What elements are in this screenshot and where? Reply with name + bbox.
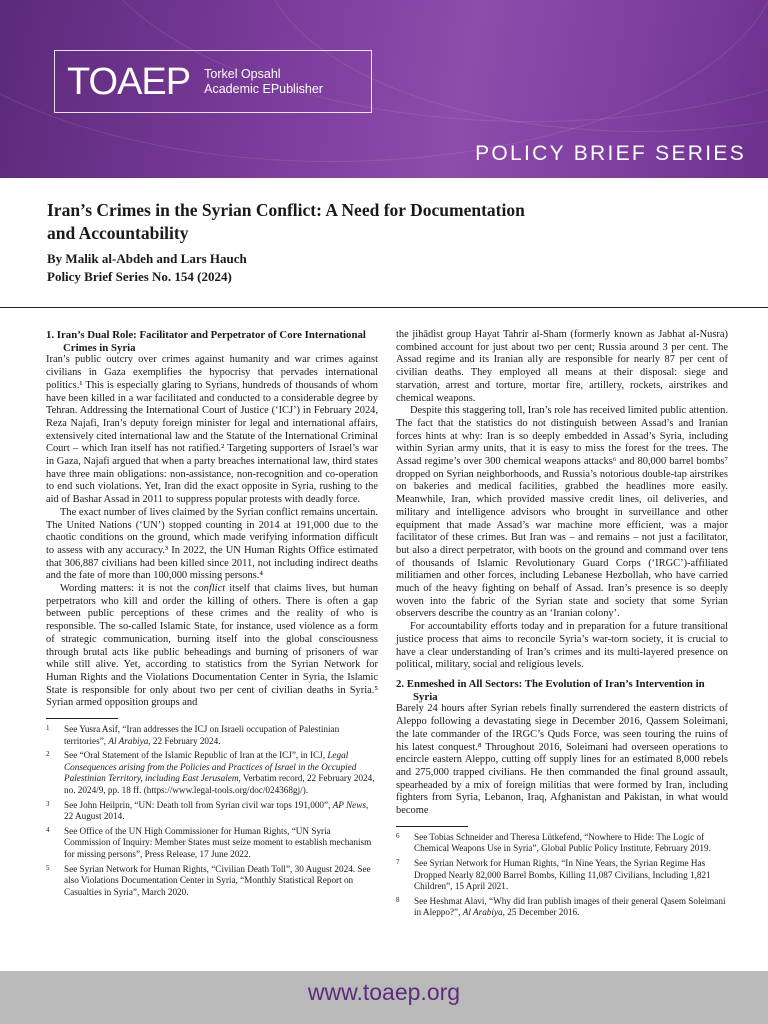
section-heading-2: 2. Enmeshed in All Sectors: The Evolution of Iran’s Intervention in Syria [396,677,705,703]
footnote: 2 See “Oral Statement of the Islamic Republic of Iran at the ICJ”, in ICJ, Legal Consequences arising from the Policies and Practices of Israel in the Occupied Palestinian Territory, including East Jerusalem, Verbatim record, 22 February 2024, no. 2024/9, pp. 18 ff. (https://www.legal-tools.org/doc/024368gj/). [46,750,375,796]
footnote-number: 4 [46,825,50,834]
authors: By Malik al-Abdeh and Lars Hauch [47,251,247,266]
paragraph: Iran’s public outcry over crimes against humanity and war crimes against civilians in Gaza exemplifies the hypocrisy that pervades international politics.¹ This is especially glaring to Syrians, hundreds of thousands of whom have been killed in a war facilitated and conducted to a considerable degree by Tehran. Addressing the International Court of Justice (‘ICJ’) in February 2024, Reza Najafi, Iran’s deputy foreign minister for legal and international affairs, extensively cited international law and the Statute of the International Criminal Court – which Iran itself has not ratified.² Targeting supporters of Israel’s war in Gaza, Najafi argued that when a party breaches international law, third states have three main obligations: non-assistance, non-recognition and co-operation to end such violations. Yet, Iran did the exact opposite in Syria, rushing to the aid of Bashar Assad in 2011 to suppress popular protests with deadly force. [46,354,378,506]
paragraph: the jihādist group Hayat Tahrir al-Sham (formerly known as Jabhat al-Nusra) combined account for just about two per cent; Russia around 3 per cent. The Assad regime and its Iranian ally are responsible for nearly 87 per cent of civilian deaths. They employed all means at their disposal: siege and starvation, arrest and torture, mortar fire, artillery, rockets, airstrikes and chemical weapons. [396,329,728,404]
publisher-logo[interactable] [54,50,372,113]
section-heading-1: 1. Iran’s Dual Role: Facilitator and Perpetrator of Core International Crimes in Syria [46,329,366,354]
footnote-number: 6 [396,831,400,840]
emphasis: AP News [332,799,366,810]
footnote: 1 See Yusra Asif, “Iran addresses the ICJ on Israeli occupation of Palestinian territories”, Al Arabiya, 22 February 2024. [46,724,340,746]
paragraph: Despite this staggering toll, Iran’s role has received limited public attention. The fact that the statistics do not distinguish between Assad’s and Iranian forces hints at why: Iran is so deeply embedded in Assad’s Syria, including within Syrian army units, that it is easy to miss the forest for the trees. The Assad regime’s over 300 chemical weapons attacks⁶ and 80,000 barrel bombs⁷ dropped on Syrian neighborhoods, and Russia’s notorious double-tap airstrikes on bakeries and medical facilities, grabbed the headlines more easily. Meanwhile, Iran, which provided massive credit lines, oil deliveries, and military and intelligence advisors who brought in surveillance and other equipment that made Assad’s war machine more efficient, was a major facilitator of these crimes. But Iran was – and remains – not just a facilitator, but also a direct perpetrator, with boots on the ground and command over tens of thousands of Islamic Revolutionary Guard Corps (‘IRGC’)-affiliated militiamen and other forces, including Lebanese Hezbollah, who have carried much of the heavy fighting on behalf of Assad. Iran’s presence is so deeply woven into the fabric of the Syrian state and society that some Syrian observers describe the country as an ‘Iranian colony’. [396,405,728,620]
right-column [396,329,728,922]
publisher-line-1: Torkel Opsahl [204,66,281,81]
divider [0,307,768,308]
logo-wordmark: TOAEP [67,60,191,103]
footnote: 6 See Tobias Schneider and Theresa Lütkefend, “Nowhere to Hide: The Logic of Chemical Weapons Use in Syria”, Global Public Policy Institute, February 2019. [396,831,711,854]
footer [0,971,768,1024]
header-banner [0,0,768,178]
footnote: 3 See John Heilprin, “UN: Death toll from Syrian civil war tops 191,000”, AP News, 22 August 2014. [46,799,369,822]
title-line-2: and Accountability [47,223,189,243]
text-run: Wording matters: it is not the [60,583,194,595]
emphasis: Al Arabiya [108,735,149,746]
publisher-name [204,67,323,97]
document-title [47,199,727,245]
footnotes [46,724,378,898]
emphasis: Al Arabiya [462,907,503,918]
footnote-number: 8 [396,895,400,904]
paragraph: Barely 24 hours after Syrian rebels finally surrendered the eastern districts of Aleppo following a devastating siege in December 2016, Qassem Soleimani, the late commander of the IRGC’s Quds Force, was seen touring the ruins of his latest conquest.⁸ Throughout 2016, Soleimani had overseen operations to encircle eastern Aleppo, cutting off supply lines for an estimated 8,000 rebels and 275,000 trapped civilians. He then commanded the final ground assault, spearheaded by a mix of foreign militias that were formed by Iran, including fighters from Syria, Lebanon, Iraq, Afghanistan and Pakistan, in what would become [396,703,728,817]
footnote: 8 See Heshmat Alavi, “Why did Iran publish images of their general Qasem Soleimani in Aleppo?”, Al Arabiya, 25 December 2016. [396,895,726,918]
footnote-number: 7 [396,857,400,866]
series-label: POLICY BRIEF SERIES [475,142,746,165]
paragraph [46,583,378,710]
title-block [47,199,727,286]
footnote: 7 See Syrian Network for Human Rights, “In Nine Years, the Syrian Regime Has Dropped Nearly 82,000 Barrel Bombs, Killing 11,087 Civilians, Including 1,821 Children”, 15 April 2021. [396,857,711,892]
paragraph: For accountability efforts today and in preparation for a future transitional justice process that aims to reconcile Syria’s war-torn society, it is crucial to have a clear understanding of Iran’s crimes and its multi-layered presence on political, military, social and religious levels. [396,621,728,671]
footnotes [396,832,728,919]
footnote-rule [396,826,468,827]
footnote-number: 1 [46,724,50,733]
footnote: 5 See Syrian Network for Human Rights, “Civilian Death Toll”, 30 August 2024. See also Violations Documentation Center in Syria, “Monthly Statistical Report on Casualties in Syria”, March 2020. [46,863,371,897]
emphasis: conflict [193,583,226,595]
series-number: Policy Brief Series No. 154 (2024) [47,269,232,284]
footnote-rule [46,718,118,719]
publisher-line-2: Academic EPublisher [204,81,323,96]
paragraph: The exact number of lives claimed by the Syrian conflict remains uncertain. The United Nations (‘UN’) stopped counting in 2014 at 191,000 due to the chaotic conditions on the ground, which made verifying information difficult to assess with any accuracy.³ In 2022, the UN Human Rights Office estimated that 306,887 civilians had been killed since 2011, not including indirect deaths and the fate of more than 100,000 missing persons.⁴ [46,506,378,582]
text-run: itself that claims lives, but human perpetrators who kill and order the killing of others. There is often a gap between public perceptions of these crimes and the reality of who is responsible. The so-called Islamic State, for instance, used violence as a form of strategic communication, burning itself into the global consciousness through brutal acts like public beheadings and burning of prisoners of war while still alive. Yet, according to statistics from the Syrian Network for Human Rights and the Violations Documentation Center in Syria, the Islamic State is responsible for only about two per cent of civilian deaths in Syria.⁵ Syrian armed opposition groups and [46,583,378,709]
emphasis: Legal Consequences arising from the Policies and Practices of Israel in the Occupied Palestinian Territory, including East Jerusalem [64,750,357,784]
footnote-number: 5 [46,863,50,872]
website-link[interactable]: www.toaep.org [307,979,461,1005]
footnote-number: 3 [46,799,50,808]
left-column [46,329,378,901]
footnote: 4 See Office of the UN High Commissioner for Human Rights, “UN Syria Commission of Inquiry: Member States must seize moment to establish mechanism for missing persons”, Press Release, 17 June 2022. [46,825,372,860]
footnote-number: 2 [46,750,50,759]
title-line-1: Iran’s Crimes in the Syrian Conflict: A Need for Documentation [47,200,525,220]
